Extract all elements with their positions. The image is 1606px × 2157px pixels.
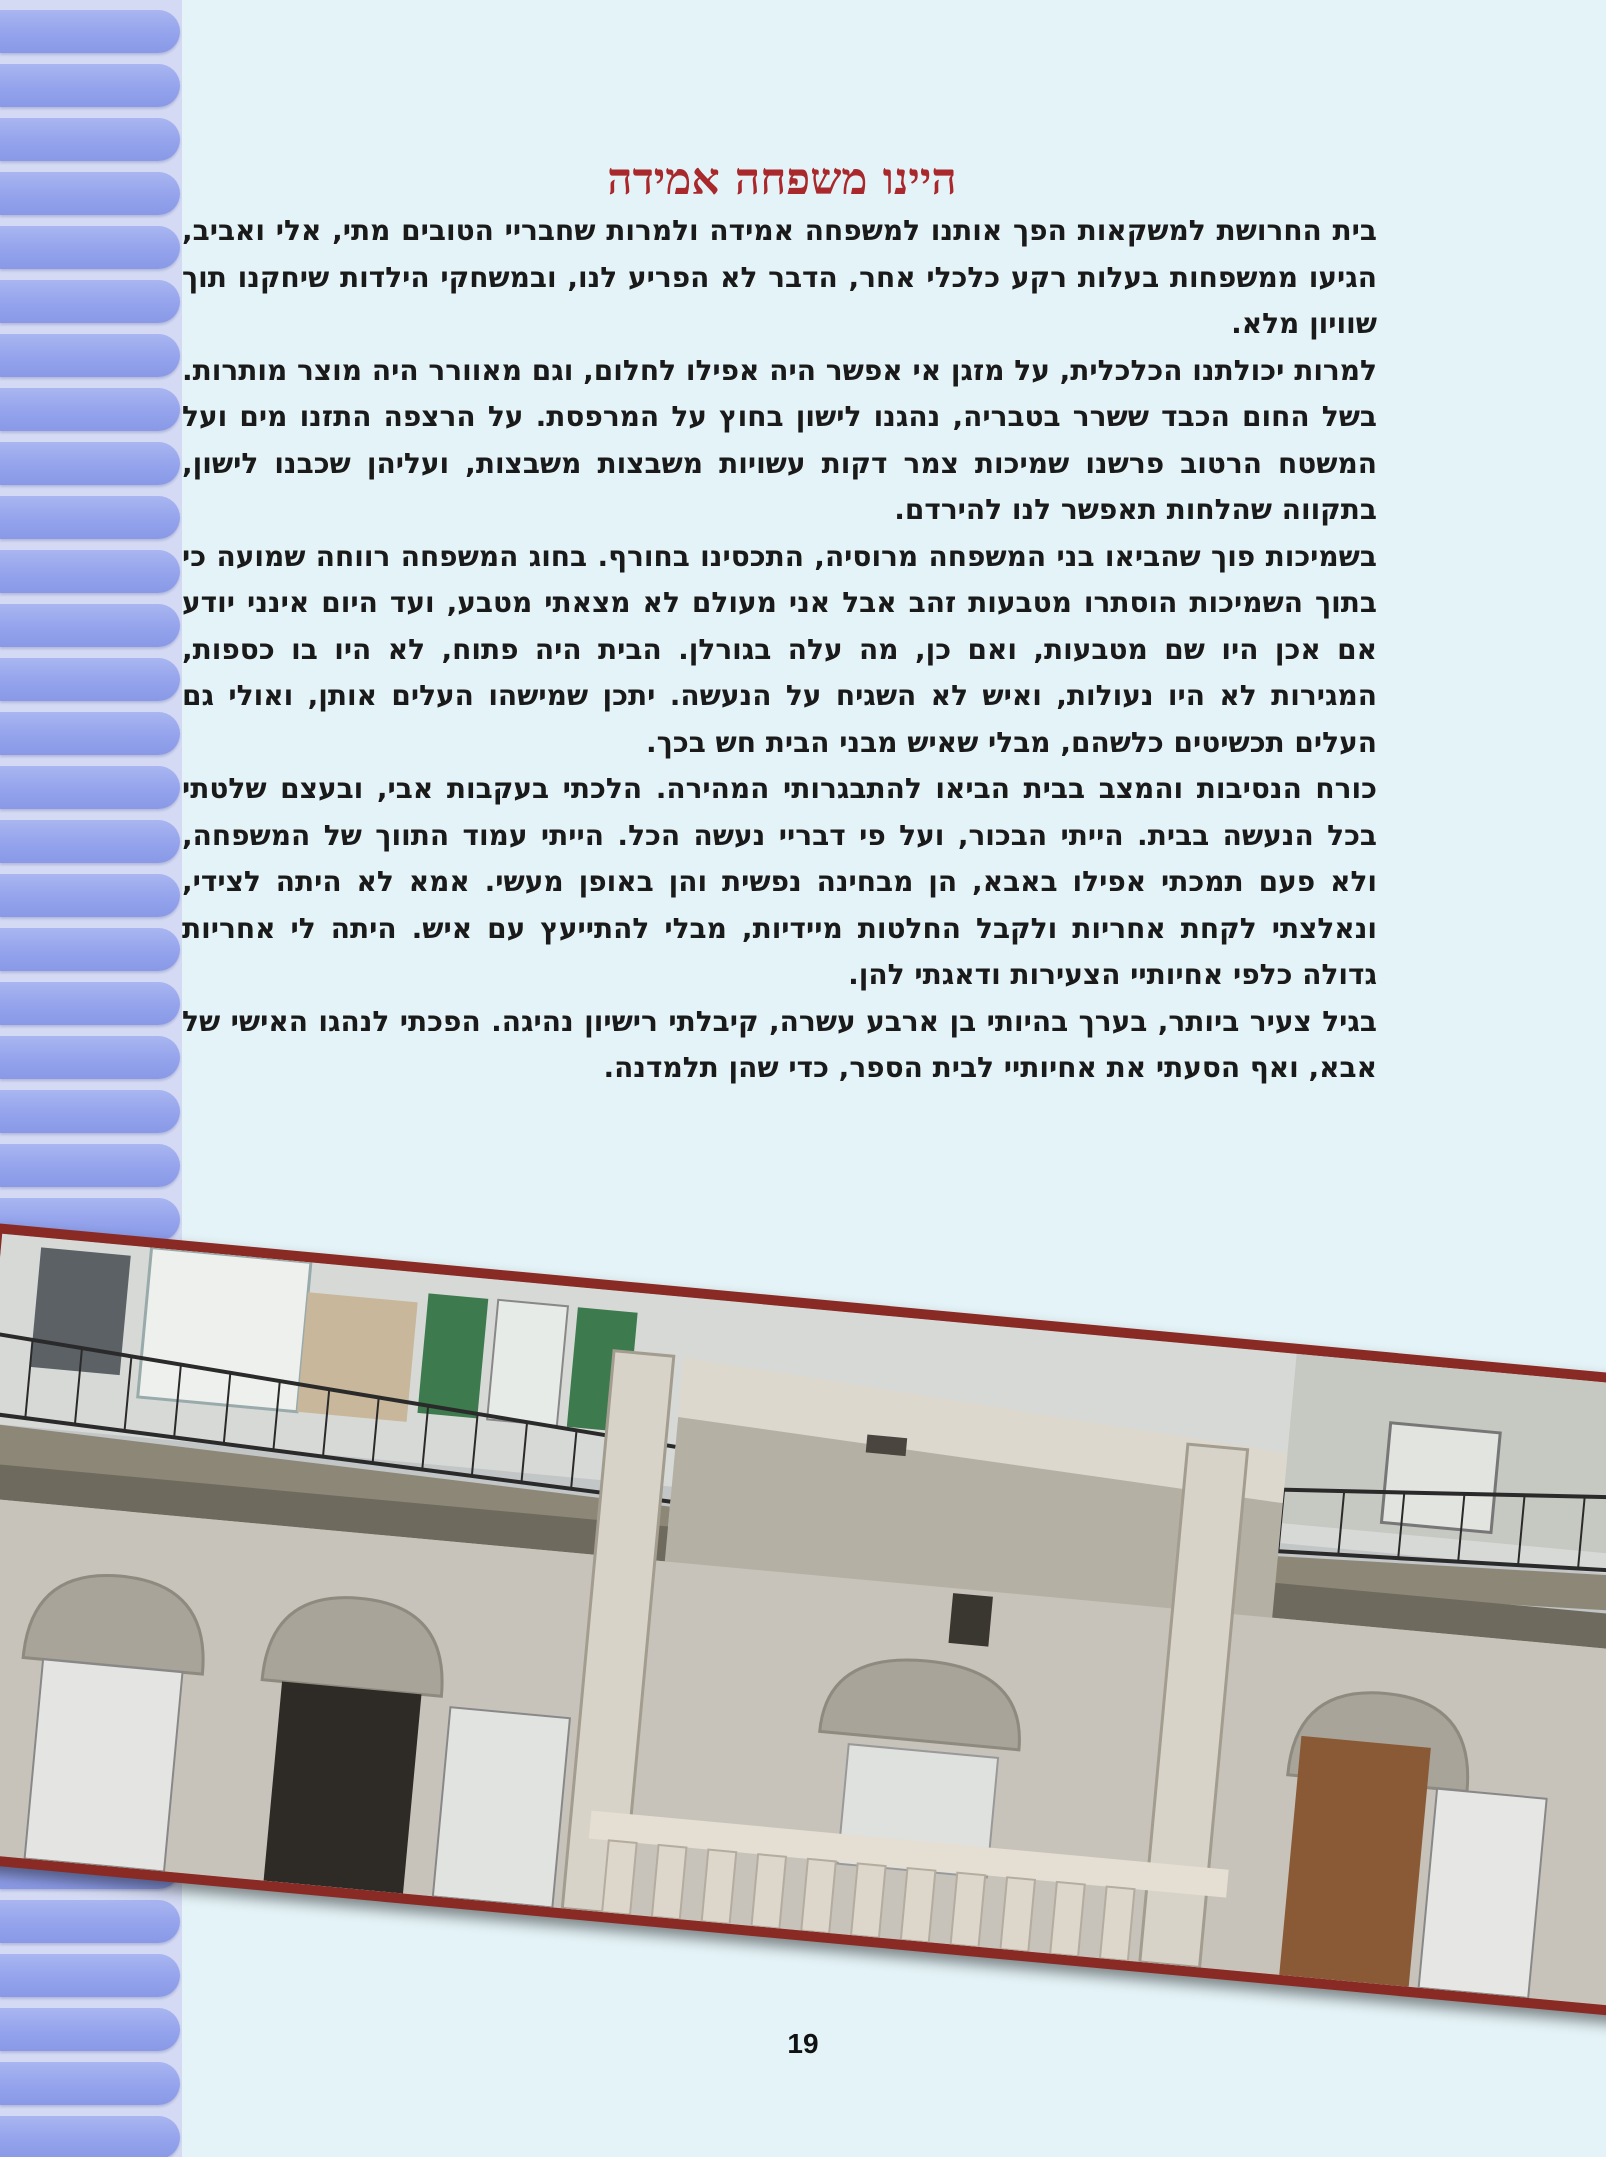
binder-tab xyxy=(0,658,180,701)
page-number: 19 xyxy=(787,2028,819,2059)
binder-tab xyxy=(0,334,180,377)
binder-tab xyxy=(0,928,180,971)
binder-tab xyxy=(0,1954,180,1997)
building-photo xyxy=(0,1234,1606,2007)
paragraph: בגיל צעיר ביותר, בערך בהיותי בן ארבע עשרה, קיבלתי רישיון נהיגה. הפכתי לנהגו האישי של אבא, ואף הסעתי את אחיותיי לבית הספר, כדי שהן תלמדנה. xyxy=(182,1004,1377,1084)
binder-tab xyxy=(0,388,180,431)
binder-tab xyxy=(0,64,180,107)
binder-tab xyxy=(0,604,180,647)
paragraph: כורח הנסיבות והמצב בבית הביאו להתבגרותי המהירה. הלכתי בעקבות אבי, ובעצם שלטתי בכל הנעשה בבית. הייתי הבכור, ועל פי דבריי נעשה הכל. הייתי עמוד התווך של המשפחה, ולא פעם תמכתי אפילו באבא, הן מבחינה נפשית והן באופן מעשי. אמא לא היתה לצידי, ונאלצתי לקחת אחריות ולקבל החלטות מיידיות, מבלי להתייעץ עם איש. היתה לי אחריות גדולה כלפי אחיותיי הצעירות ודאגתי להן. xyxy=(182,772,1377,991)
paragraph: בית החרושת למשקאות הפך אותנו למשפחה אמידה ולמרות שחבריי הטובים מתי, אלי ואביב, הגיעו ממשפחות בעלות רקע כלכלי אחר, הדבר לא הפריע לנו, ובמשחקי הילדות שיחקנו תוך שוויון מלא. xyxy=(182,214,1377,340)
binder-tab xyxy=(0,2062,180,2105)
binder-tab xyxy=(0,982,180,1025)
binder-tab xyxy=(0,2116,180,2157)
binder-tab xyxy=(0,712,180,755)
binder-tab xyxy=(0,1090,180,1133)
binder-tab xyxy=(0,874,180,917)
binder-tab xyxy=(0,496,180,539)
paragraph: בשמיכות פוך שהביאו בני המשפחה מרוסיה, התכסינו בחורף. בחוג המשפחה רווחה שמועה כי בתוך השמיכות הוסתרו מטבעות זהב אבל אני מעולם לא מצאתי מטבע, ועד היום אינני יודע אם אכן היו שם מטבעות, ואם כן, מה עלה בגורלן. הבית היה פתוח, לא היו בו כספות, המגירות לא היו נעולות, ואיש לא השגיח על הנעשה. יתכן שמישהו העלים אותן, ואולי גם העלים תכשיטים כלשהם, מבלי שאיש מבני הבית חש בכך. xyxy=(182,539,1377,759)
binder-tab xyxy=(0,172,180,215)
binder-tab xyxy=(0,280,180,323)
binder-tab xyxy=(0,766,180,809)
binder-tab xyxy=(0,1900,180,1943)
building-illustration xyxy=(0,1234,1606,2007)
building-photo-frame xyxy=(0,1223,1606,2017)
article-body xyxy=(182,208,1377,1092)
page-title: היינו משפחה אמידה xyxy=(607,154,957,205)
binder-tab xyxy=(0,118,180,161)
binder-tab xyxy=(0,820,180,863)
binder-tab xyxy=(0,10,180,53)
binder-tab xyxy=(0,442,180,485)
binder-tab xyxy=(0,1036,180,1079)
binder-tab xyxy=(0,1144,180,1187)
paragraph: למרות יכולתנו הכלכלית, על מזגן אי אפשר היה אפילו לחלום, וגם מאוורר היה מוצר מותרות. בשל החום הכבד ששרר בטבריה, נהגנו לישון בחוץ על המרפסת. על הרצפה התזנו מים ועל המשטח הרטוב פרשנו שמיכות צמר דקות עשויות משבצות משבצות, ועליהן שכבנו לישון, בתקווה שהלחות תאפשר לנו להירדם. xyxy=(182,353,1377,526)
binder-tab xyxy=(0,226,180,269)
binder-tab xyxy=(0,550,180,593)
